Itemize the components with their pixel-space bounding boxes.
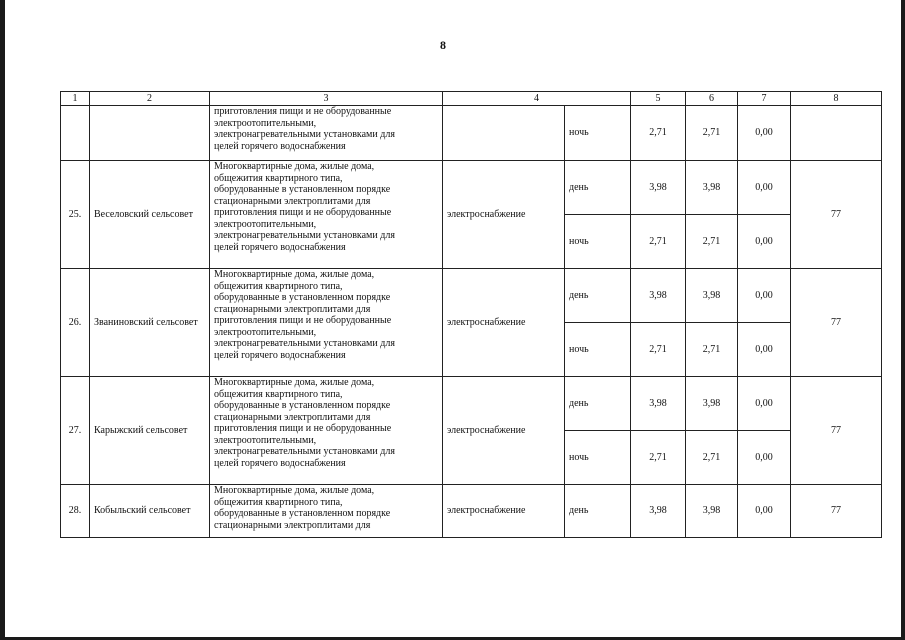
col8-cell: 77 — [791, 161, 882, 269]
name-cell: Веселовский сельсовет — [90, 161, 210, 269]
description-line: электронагревательными установками для — [214, 446, 395, 457]
description-cell — [210, 269, 443, 377]
num-cell: 28. — [61, 485, 90, 538]
value-col5: 3,98 — [631, 269, 686, 323]
description-line: приготовления пищи и не оборудованные — [214, 423, 392, 434]
period-cell: день — [565, 377, 631, 431]
description-line: электроотопительными, — [214, 434, 317, 446]
value-col7: 0,00 — [738, 161, 791, 215]
description-line: Многоквартирные дома, жилые дома, — [214, 377, 375, 388]
description-line: электронагревательными установками для — [214, 338, 395, 349]
num-cell: 26. — [61, 269, 90, 377]
table-row — [61, 377, 882, 431]
table-row — [61, 269, 882, 323]
description-line: общежития квартирного типа, — [214, 388, 343, 400]
tariff-table — [60, 91, 882, 538]
value-col5: 3,98 — [631, 377, 686, 431]
value-col6: 3,98 — [686, 269, 738, 323]
name-cell — [90, 106, 210, 161]
value-col7: 0,00 — [738, 106, 791, 161]
service-cell: электроснабжение — [443, 161, 565, 269]
description-line: Многоквартирные дома, жилые дома, — [214, 485, 375, 496]
value-col6: 2,71 — [686, 215, 738, 269]
col8-cell: 77 — [791, 269, 882, 377]
header-cell: 4 — [443, 92, 631, 106]
header-cell: 1 — [61, 92, 90, 106]
description-line: приготовления пищи и не оборудованные — [214, 207, 392, 218]
table-row — [61, 485, 882, 538]
value-col6: 2,71 — [686, 323, 738, 377]
description-cell — [210, 161, 443, 269]
description-line: стационарными электроплитами для — [214, 303, 371, 315]
service-cell: электроснабжение — [443, 269, 565, 377]
description-line: приготовления пищи и не оборудованные — [214, 106, 392, 117]
value-col5: 2,71 — [631, 215, 686, 269]
page-number: 8 — [440, 38, 446, 52]
period-cell: ночь — [565, 431, 631, 485]
service-cell: электроснабжение — [443, 377, 565, 485]
col8-cell: 77 — [791, 485, 882, 538]
table-row — [61, 161, 882, 215]
value-col6: 3,98 — [686, 485, 738, 538]
value-col7: 0,00 — [738, 377, 791, 431]
description-line: электронагревательными установками для — [214, 129, 395, 140]
service-cell — [443, 106, 565, 161]
description-cell — [210, 377, 443, 485]
description-line: Многоквартирные дома, жилые дома, — [214, 161, 375, 172]
description-line: оборудованные в установленном порядке — [214, 184, 391, 195]
scan-edge-right — [901, 0, 905, 640]
value-col6: 3,98 — [686, 161, 738, 215]
scan-edge-left — [0, 0, 5, 640]
value-col6: 3,98 — [686, 377, 738, 431]
description-line: общежития квартирного типа, — [214, 172, 343, 184]
description-line: стационарными электроплитами для — [214, 195, 371, 207]
description-cell — [210, 106, 443, 161]
value-col7: 0,00 — [738, 431, 791, 485]
col8-cell: 77 — [791, 377, 882, 485]
header-cell: 3 — [210, 92, 443, 106]
header-cell: 5 — [631, 92, 686, 106]
value-col7: 0,00 — [738, 485, 791, 538]
name-cell: Званиновский сельсовет — [90, 269, 210, 377]
value-col5: 2,71 — [631, 106, 686, 161]
description-line: электроотопительными, — [214, 218, 317, 230]
description-line: оборудованные в установленном порядке — [214, 400, 391, 411]
period-cell: ночь — [565, 106, 631, 161]
value-col7: 0,00 — [738, 215, 791, 269]
num-cell: 27. — [61, 377, 90, 485]
value-col7: 0,00 — [738, 323, 791, 377]
header-cell: 8 — [791, 92, 882, 106]
description-line: электронагревательными установками для — [214, 230, 395, 241]
description-line: оборудованные в установленном порядке — [214, 508, 391, 519]
num-cell — [61, 106, 90, 161]
value-col7: 0,00 — [738, 269, 791, 323]
description-line: целей горячего водоснабжения — [214, 140, 346, 152]
value-col6: 2,71 — [686, 431, 738, 485]
description-line: электроотопительными, — [214, 117, 317, 129]
description-cell — [210, 485, 443, 538]
header-cell: 6 — [686, 92, 738, 106]
value-col5: 3,98 — [631, 485, 686, 538]
description-line: стационарными электроплитами для — [214, 411, 371, 423]
description-line: целей горячего водоснабжения — [214, 457, 346, 469]
period-cell: день — [565, 485, 631, 538]
description-line: стационарными электроплитами для — [214, 519, 371, 531]
description-line: общежития квартирного типа, — [214, 280, 343, 292]
period-cell: ночь — [565, 215, 631, 269]
num-cell: 25. — [61, 161, 90, 269]
value-col5: 3,98 — [631, 161, 686, 215]
description-line: приготовления пищи и не оборудованные — [214, 315, 392, 326]
description-line: общежития квартирного типа, — [214, 496, 343, 508]
description-line: оборудованные в установленном порядке — [214, 292, 391, 303]
value-col5: 2,71 — [631, 431, 686, 485]
period-cell: ночь — [565, 323, 631, 377]
description-line: Многоквартирные дома, жилые дома, — [214, 269, 375, 280]
header-cell: 2 — [90, 92, 210, 106]
description-line: электроотопительными, — [214, 326, 317, 338]
service-cell: электроснабжение — [443, 485, 565, 538]
col8-cell — [791, 106, 882, 161]
period-cell: день — [565, 269, 631, 323]
header-cell: 7 — [738, 92, 791, 106]
continuation-row — [61, 106, 882, 161]
value-col6: 2,71 — [686, 106, 738, 161]
value-col5: 2,71 — [631, 323, 686, 377]
header-row — [61, 92, 882, 106]
name-cell: Кобыльский сельсовет — [90, 485, 210, 538]
description-line: целей горячего водоснабжения — [214, 241, 346, 253]
period-cell: день — [565, 161, 631, 215]
name-cell: Карыжский сельсовет — [90, 377, 210, 485]
description-line: целей горячего водоснабжения — [214, 349, 346, 361]
